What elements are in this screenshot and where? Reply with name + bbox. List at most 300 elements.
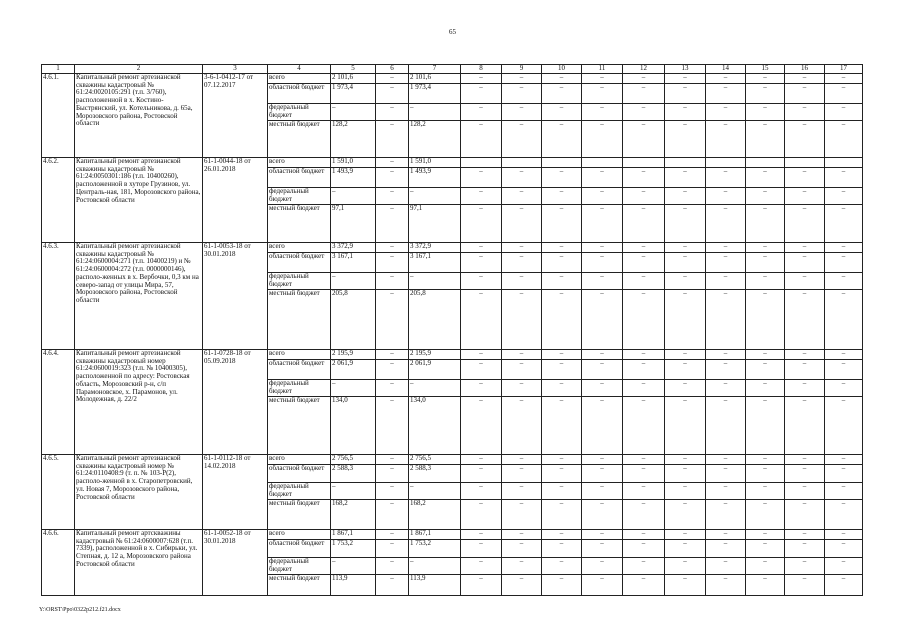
empty-year-cell: – [542, 360, 582, 380]
empty-year-cell: – [706, 575, 746, 596]
item-description: Капитальный ремонт артезианской скважины кадастровый номер № 61:24:0110408:9 (т. п. № 103-Р(2), располо-женной в х. Старопетровский, ул. Новая 7, Морозовского района, Ростовской области [75, 455, 203, 530]
empty-year-cell: – [746, 188, 785, 205]
empty-year-cell: – [665, 380, 706, 397]
empty-year-cell: – [706, 104, 746, 121]
empty-year-cell: – [502, 253, 542, 273]
empty-year-cell: – [665, 360, 706, 380]
budget-table [41, 64, 863, 596]
empty-year-cell: – [461, 380, 502, 397]
amount-col7: 2 588,3 [409, 465, 461, 483]
empty-year-cell: – [785, 84, 825, 104]
empty-year-cell: – [785, 168, 825, 188]
amount-total: – [331, 188, 376, 205]
empty-year-cell: – [623, 575, 665, 596]
empty-year-cell: – [785, 575, 825, 596]
empty-year-cell: – [542, 243, 582, 253]
empty-year-cell: – [623, 465, 665, 483]
empty-year-cell: – [582, 74, 623, 84]
empty-year-cell: – [502, 205, 542, 243]
empty-year-cell: – [582, 558, 623, 575]
empty-year-cell: – [502, 121, 542, 158]
document-number: 61-1-0052-18 от 30.01.2018 [203, 530, 268, 596]
empty-year-cell: – [785, 243, 825, 253]
empty-year-cell: – [665, 575, 706, 596]
document-number: 61-1-0053-18 от 30.01.2018 [203, 243, 268, 350]
empty-year-cell: – [582, 205, 623, 243]
amount-total: 2 195,9 [331, 350, 376, 360]
empty-year-cell: – [665, 74, 706, 84]
empty-year-cell: – [785, 188, 825, 205]
empty-year-cell: – [542, 74, 582, 84]
empty-year-cell: – [825, 350, 863, 360]
empty-year-cell: – [825, 558, 863, 575]
empty-year-cell: – [623, 74, 665, 84]
funding-source: областной бюджет [268, 253, 331, 273]
amount-col7: 1 973,4 [409, 84, 461, 104]
empty-year-cell: – [542, 465, 582, 483]
empty-year-cell: – [461, 575, 502, 596]
empty-year-cell: – [825, 360, 863, 380]
amount-col6: – [376, 350, 409, 360]
empty-year-cell: – [665, 205, 706, 243]
empty-year-cell: – [825, 273, 863, 290]
table-row [42, 350, 863, 360]
empty-year-cell: – [502, 290, 542, 350]
amount-total: 2 101,6 [331, 74, 376, 84]
item-description: Капитальный ремонт артезианской скважины кадастровый номер 61:24:0600019:323 (т.п. № 10400305), расположенной по адресу: Ростовская область, Морозовский р-н, с/п Парамоновское, х. Парамонов, ул. Молодежная, д. 22/2 [75, 350, 203, 455]
item-description: Капитальный ремонт артезианской скважины кадастровый № 61:24:0020105:291 (т.п. 3/760), расположенной в х. Костино-Быстрянский, ул. Котельникова, д. 65а, Морозовского района, Ростовской области [75, 74, 203, 158]
amount-col6: – [376, 455, 409, 465]
column-header: 16 [785, 65, 825, 74]
funding-source: всего [268, 158, 331, 168]
empty-year-cell: – [706, 121, 746, 158]
empty-year-cell: – [665, 397, 706, 455]
empty-year-cell: – [825, 483, 863, 500]
empty-year-cell: – [461, 84, 502, 104]
empty-year-cell: – [582, 121, 623, 158]
column-header: 11 [582, 65, 623, 74]
empty-year-cell: – [785, 205, 825, 243]
page-number: 65 [449, 28, 456, 36]
column-header: 17 [825, 65, 863, 74]
amount-total: 1 591,0 [331, 158, 376, 168]
funding-source: всего [268, 74, 331, 84]
document-number: 61-1-0728-18 от 05.09.2018 [203, 350, 268, 455]
amount-total: 168,2 [331, 500, 376, 530]
empty-year-cell: – [542, 558, 582, 575]
column-header: 14 [706, 65, 746, 74]
empty-year-cell: – [785, 74, 825, 84]
empty-year-cell: – [746, 253, 785, 273]
item-description: Капитальный ремонт артезианской скважины кадастровый № 61:24:0050301:186 (т.п. 10400260), расположенной в хуторе Грузинов, ул. Централь-ная, 181, Морозовского района, Ростовской области [75, 158, 203, 243]
empty-year-cell [502, 158, 542, 168]
empty-year-cell: – [746, 168, 785, 188]
empty-year-cell: – [665, 104, 706, 121]
empty-year-cell: – [825, 121, 863, 158]
empty-year-cell: – [582, 360, 623, 380]
table-row [42, 74, 863, 84]
funding-source: местный бюджет [268, 500, 331, 530]
empty-year-cell: – [542, 121, 582, 158]
empty-year-cell: – [706, 397, 746, 455]
empty-year-cell: – [706, 168, 746, 188]
item-number: 4.6.4. [42, 350, 75, 455]
empty-year-cell: – [542, 350, 582, 360]
empty-year-cell: – [542, 455, 582, 465]
empty-year-cell: – [502, 465, 542, 483]
empty-year-cell: – [706, 465, 746, 483]
empty-year-cell: – [706, 205, 746, 243]
empty-year-cell: – [502, 380, 542, 397]
empty-year-cell: – [746, 530, 785, 540]
amount-col6: – [376, 168, 409, 188]
empty-year-cell: – [825, 205, 863, 243]
empty-year-cell: – [785, 483, 825, 500]
amount-total: 97,1 [331, 205, 376, 243]
empty-year-cell: – [785, 360, 825, 380]
empty-year-cell: – [665, 558, 706, 575]
empty-year-cell: – [746, 243, 785, 253]
empty-year-cell: – [746, 205, 785, 243]
empty-year-cell: – [746, 558, 785, 575]
table-body [42, 74, 863, 596]
funding-source: областной бюджет [268, 465, 331, 483]
empty-year-cell: – [623, 84, 665, 104]
empty-year-cell: – [502, 530, 542, 540]
item-number: 4.6.2. [42, 158, 75, 243]
empty-year-cell: – [582, 84, 623, 104]
column-header: 12 [623, 65, 665, 74]
empty-year-cell: – [825, 104, 863, 121]
amount-total: 113,9 [331, 575, 376, 596]
funding-source: областной бюджет [268, 360, 331, 380]
column-header: 1 [42, 65, 75, 74]
empty-year-cell: – [542, 188, 582, 205]
amount-col6: – [376, 84, 409, 104]
amount-col6: – [376, 483, 409, 500]
empty-year-cell: – [746, 380, 785, 397]
empty-year-cell: – [785, 397, 825, 455]
empty-year-cell: – [623, 290, 665, 350]
empty-year-cell: – [825, 243, 863, 253]
file-path-footer: Y:\ORST\Ppo\0322p212.f21.docx [39, 607, 121, 613]
empty-year-cell: – [785, 380, 825, 397]
empty-year-cell: – [461, 253, 502, 273]
empty-year-cell: – [582, 243, 623, 253]
empty-year-cell: – [746, 483, 785, 500]
empty-year-cell: – [706, 188, 746, 205]
empty-year-cell: – [582, 104, 623, 121]
empty-year-cell: – [502, 500, 542, 530]
empty-year-cell: – [825, 380, 863, 397]
empty-year-cell [785, 158, 825, 168]
amount-col6: – [376, 188, 409, 205]
column-header: 9 [502, 65, 542, 74]
empty-year-cell: – [582, 455, 623, 465]
empty-year-cell: – [785, 465, 825, 483]
amount-total: 205,8 [331, 290, 376, 350]
empty-year-cell: – [461, 360, 502, 380]
amount-total: 2 756,5 [331, 455, 376, 465]
amount-total: – [331, 273, 376, 290]
empty-year-cell: – [825, 84, 863, 104]
empty-year-cell: – [582, 380, 623, 397]
amount-col7: – [409, 558, 461, 575]
amount-col6: – [376, 205, 409, 243]
empty-year-cell: – [746, 350, 785, 360]
empty-year-cell: – [623, 253, 665, 273]
empty-year-cell: – [665, 500, 706, 530]
amount-col7: – [409, 273, 461, 290]
empty-year-cell: – [785, 500, 825, 530]
amount-col6: – [376, 121, 409, 158]
amount-col7: 97,1 [409, 205, 461, 243]
amount-total: 3 167,1 [331, 253, 376, 273]
funding-source: областной бюджет [268, 84, 331, 104]
empty-year-cell: – [502, 558, 542, 575]
amount-col7: 2 195,9 [409, 350, 461, 360]
empty-year-cell: – [706, 253, 746, 273]
funding-source: федеральный бюджет [268, 104, 331, 121]
document-number: 61-1-0044-18 от 26.01.2018 [203, 158, 268, 243]
amount-total: 1 867,1 [331, 530, 376, 540]
empty-year-cell: – [542, 84, 582, 104]
empty-year-cell: – [706, 290, 746, 350]
column-header: 10 [542, 65, 582, 74]
empty-year-cell: – [746, 575, 785, 596]
empty-year-cell: – [461, 465, 502, 483]
amount-col6: – [376, 575, 409, 596]
empty-year-cell: – [706, 540, 746, 558]
empty-year-cell: – [502, 540, 542, 558]
empty-year-cell: – [785, 455, 825, 465]
empty-year-cell [542, 158, 582, 168]
table-row [42, 158, 863, 168]
empty-year-cell: – [785, 540, 825, 558]
empty-year-cell: – [623, 350, 665, 360]
empty-year-cell: – [542, 575, 582, 596]
empty-year-cell: – [461, 455, 502, 465]
amount-col7: 2 756,5 [409, 455, 461, 465]
empty-year-cell: – [502, 243, 542, 253]
document-number: 61-1-0112-18 от 14.02.2018 [203, 455, 268, 530]
amount-col7: 3 167,1 [409, 253, 461, 273]
empty-year-cell: – [502, 273, 542, 290]
amount-total: 1 493,9 [331, 168, 376, 188]
empty-year-cell: – [665, 483, 706, 500]
empty-year-cell: – [746, 74, 785, 84]
empty-year-cell: – [706, 74, 746, 84]
empty-year-cell: – [582, 540, 623, 558]
empty-year-cell: – [461, 188, 502, 205]
column-header: 6 [376, 65, 409, 74]
amount-col7: 2 061,9 [409, 360, 461, 380]
empty-year-cell: – [542, 483, 582, 500]
empty-year-cell: – [785, 350, 825, 360]
empty-year-cell: – [461, 168, 502, 188]
empty-year-cell: – [665, 465, 706, 483]
empty-year-cell: – [623, 397, 665, 455]
empty-year-cell: – [502, 360, 542, 380]
empty-year-cell: – [706, 243, 746, 253]
empty-year-cell: – [785, 290, 825, 350]
column-header: 15 [746, 65, 785, 74]
empty-year-cell: – [665, 168, 706, 188]
funding-source: всего [268, 350, 331, 360]
empty-year-cell: – [746, 273, 785, 290]
funding-source: всего [268, 530, 331, 540]
empty-year-cell: – [623, 500, 665, 530]
empty-year-cell: – [746, 84, 785, 104]
empty-year-cell: – [623, 558, 665, 575]
empty-year-cell: – [706, 84, 746, 104]
empty-year-cell [623, 158, 665, 168]
empty-year-cell: – [502, 455, 542, 465]
empty-year-cell: – [665, 350, 706, 360]
funding-source: федеральный бюджет [268, 380, 331, 397]
amount-col6: – [376, 74, 409, 84]
column-header: 5 [331, 65, 376, 74]
empty-year-cell: – [746, 290, 785, 350]
item-number: 4.6.6. [42, 530, 75, 596]
funding-source: всего [268, 455, 331, 465]
empty-year-cell: – [785, 530, 825, 540]
table-row [42, 243, 863, 253]
empty-year-cell: – [785, 273, 825, 290]
empty-year-cell: – [665, 84, 706, 104]
empty-year-cell: – [785, 558, 825, 575]
empty-year-cell: – [825, 74, 863, 84]
amount-total: – [331, 380, 376, 397]
amount-total: – [331, 483, 376, 500]
column-header: 4 [268, 65, 331, 74]
item-number: 4.6.5. [42, 455, 75, 530]
empty-year-cell: – [502, 84, 542, 104]
empty-year-cell: – [461, 121, 502, 158]
amount-total: – [331, 558, 376, 575]
empty-year-cell: – [706, 360, 746, 380]
funding-source: областной бюджет [268, 540, 331, 558]
empty-year-cell: – [461, 243, 502, 253]
amount-col7: 1 753,2 [409, 540, 461, 558]
funding-source: местный бюджет [268, 205, 331, 243]
empty-year-cell: – [746, 121, 785, 158]
empty-year-cell: – [542, 168, 582, 188]
amount-total: 2 061,9 [331, 360, 376, 380]
funding-source: всего [268, 243, 331, 253]
empty-year-cell: – [542, 530, 582, 540]
column-header: 7 [409, 65, 461, 74]
empty-year-cell: – [825, 500, 863, 530]
amount-col6: – [376, 397, 409, 455]
item-description: Капитальный ремонт артезианской скважины кадастровый № 61:24:0600004:271 (т.п. 10400219) и № 61:24:0600004:272 (т.п. 0000000146), располо-женных в х. Вербочки, 0,3 км на северо-запад от улицы Мира, 57, Морозовского района, Ростовской области [75, 243, 203, 350]
empty-year-cell: – [785, 253, 825, 273]
amount-total: 1 973,4 [331, 84, 376, 104]
amount-col6: – [376, 530, 409, 540]
empty-year-cell: – [542, 380, 582, 397]
empty-year-cell: – [582, 465, 623, 483]
empty-year-cell: – [542, 273, 582, 290]
empty-year-cell: – [623, 530, 665, 540]
empty-year-cell: – [706, 455, 746, 465]
empty-year-cell: – [623, 380, 665, 397]
item-number: 4.6.3. [42, 243, 75, 350]
empty-year-cell: – [706, 273, 746, 290]
empty-year-cell [825, 158, 863, 168]
empty-year-cell: – [582, 273, 623, 290]
empty-year-cell: – [623, 104, 665, 121]
empty-year-cell: – [706, 483, 746, 500]
amount-col6: – [376, 540, 409, 558]
funding-source: местный бюджет [268, 121, 331, 158]
empty-year-cell: – [461, 104, 502, 121]
amount-col7: 128,2 [409, 121, 461, 158]
empty-year-cell: – [582, 530, 623, 540]
empty-year-cell: – [825, 540, 863, 558]
empty-year-cell: – [706, 380, 746, 397]
amount-col6: – [376, 104, 409, 121]
amount-col7: – [409, 104, 461, 121]
empty-year-cell: – [542, 253, 582, 273]
empty-year-cell: – [623, 483, 665, 500]
empty-year-cell: – [665, 290, 706, 350]
empty-year-cell: – [502, 168, 542, 188]
empty-year-cell: – [502, 575, 542, 596]
column-header: 13 [665, 65, 706, 74]
empty-year-cell: – [785, 121, 825, 158]
amount-col7: – [409, 188, 461, 205]
empty-year-cell: – [461, 397, 502, 455]
amount-col6: – [376, 360, 409, 380]
amount-col6: – [376, 500, 409, 530]
empty-year-cell: – [623, 188, 665, 205]
document-number: 3-6-1-0412-17 от 07.12.2017 [203, 74, 268, 158]
empty-year-cell: – [582, 397, 623, 455]
amount-col6: – [376, 380, 409, 397]
empty-year-cell: – [502, 397, 542, 455]
empty-year-cell: – [461, 540, 502, 558]
empty-year-cell: – [825, 290, 863, 350]
empty-year-cell: – [582, 188, 623, 205]
empty-year-cell: – [582, 168, 623, 188]
empty-year-cell: – [706, 350, 746, 360]
funding-source: федеральный бюджет [268, 273, 331, 290]
empty-year-cell: – [665, 243, 706, 253]
empty-year-cell: – [582, 350, 623, 360]
amount-col7: 3 372,9 [409, 243, 461, 253]
funding-source: местный бюджет [268, 575, 331, 596]
empty-year-cell: – [461, 74, 502, 84]
empty-year-cell: – [542, 540, 582, 558]
empty-year-cell: – [461, 483, 502, 500]
empty-year-cell: – [461, 290, 502, 350]
empty-year-cell: – [665, 273, 706, 290]
empty-year-cell: – [825, 575, 863, 596]
empty-year-cell: – [582, 253, 623, 273]
amount-col7: – [409, 483, 461, 500]
amount-col6: – [376, 273, 409, 290]
amount-total: 1 753,2 [331, 540, 376, 558]
empty-year-cell: – [665, 121, 706, 158]
empty-year-cell: – [746, 360, 785, 380]
amount-col7: 168,2 [409, 500, 461, 530]
empty-year-cell: – [825, 455, 863, 465]
empty-year-cell: – [706, 558, 746, 575]
amount-col6: – [376, 465, 409, 483]
empty-year-cell: – [461, 558, 502, 575]
amount-total: 128,2 [331, 121, 376, 158]
empty-year-cell [461, 158, 502, 168]
